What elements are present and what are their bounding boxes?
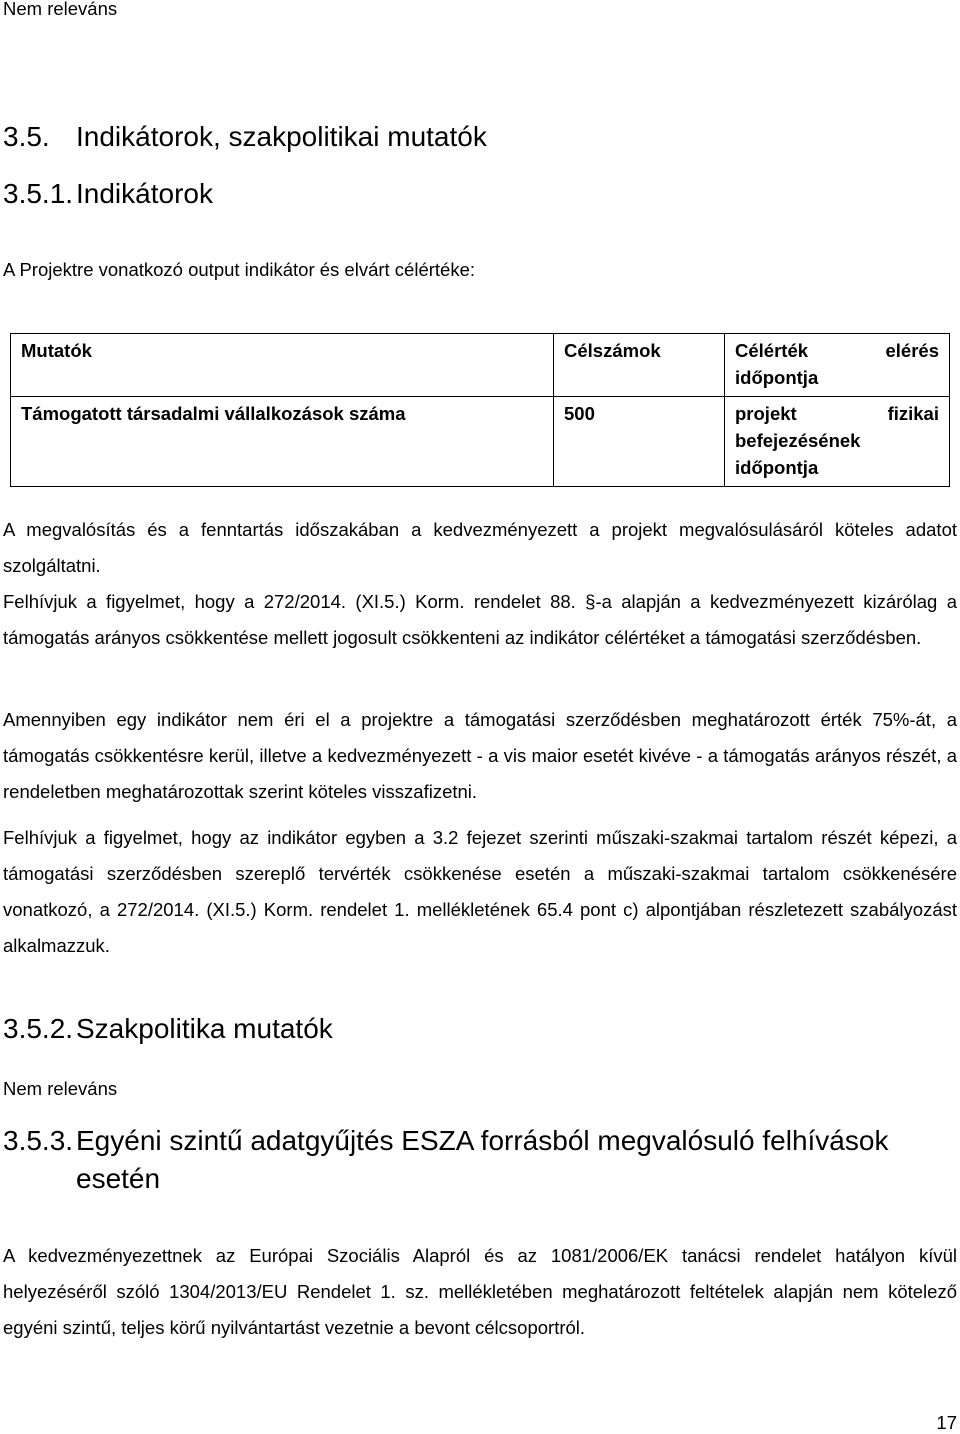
section-title-line2: esetén xyxy=(76,1163,161,1194)
top-note: Nem releváns xyxy=(3,0,118,19)
table-row xyxy=(11,397,950,487)
header-celertek-c: időpontja xyxy=(735,367,819,388)
row-celszam: 500 xyxy=(554,397,725,487)
row-celertek-b: fizikai xyxy=(887,403,939,424)
header-celertek-b: elérés xyxy=(885,340,939,361)
section-3-5-heading xyxy=(3,120,487,154)
section-title: Indikátorok, szakpolitikai mutatók xyxy=(76,121,487,152)
section-3-5-2-note: Nem releváns xyxy=(3,1078,118,1099)
section-3-5-2-heading xyxy=(3,1012,333,1046)
section-title: Szakpolitika mutatók xyxy=(76,1013,333,1044)
row-celertek-d: időpontja xyxy=(735,457,819,478)
intro-text: A Projektre vonatkozó output indikátor és elvárt célértéke: xyxy=(3,259,476,280)
indicator-table xyxy=(10,333,950,487)
header-celertek-a: Célérték xyxy=(735,340,809,361)
row-celertek xyxy=(725,397,950,487)
section-3-5-1-heading xyxy=(3,177,213,211)
row-mutato: Támogatott társadalmi vállalkozások száma xyxy=(11,397,554,487)
section-3-5-3-heading xyxy=(3,1122,888,1198)
section-number: 3.5.1. xyxy=(3,178,74,209)
paragraph-notice-1: Felhívjuk a figyelmet, hogy a 272/2014. (XI.5.) Korm. rendelet 88. §-a alapján a kedvezményezett kizárólag a támogatás arányos csökkentése mellett jogosult csökkenteni az indikátor célértéket a támogatási szerződésben. xyxy=(3,591,957,648)
row-celertek-c: befejezésének xyxy=(735,430,861,451)
paragraph-reporting: A megvalósítás és a fenntartás időszakában a kedvezményezett a projekt megvalósulásáról köteles adatot szolgáltatni. xyxy=(3,519,957,576)
page-number: 17 xyxy=(936,1412,957,1433)
section-number: 3.5.3. xyxy=(3,1125,74,1156)
paragraph-esza: A kedvezményezettnek az Európai Szociális Alapról és az 1081/2006/EK tanácsi rendelet hatályon kívül helyezéséről szóló 1304/2013/EU Rendelet 1. sz. mellékletében meghatározott feltételek alapján nem kötelező egyéni szintű, teljes körű nyilvántartást vezetnie a bevont célcsoportról. xyxy=(3,1245,957,1338)
header-celertek xyxy=(725,334,950,397)
section-number: 3.5.2. xyxy=(3,1013,74,1044)
section-number: 3.5. xyxy=(3,121,50,152)
paragraph-notice-2: Felhívjuk a figyelmet, hogy az indikátor egyben a 3.2 fejezet szerinti műszaki-szakmai tartalom részét képezi, a támogatási szerződésben szereplő tervérték csökkenése esetén a műszaki-szakmai tartalom csökkenésére vonatkozó, a 272/2014. (XI.5.) Korm. rendelet 1. mellékletének 65.4 pont c) alpontjában részletezett szabályozást alkalmazzuk. xyxy=(3,827,957,956)
section-title: Indikátorok xyxy=(76,178,213,209)
row-celertek-a: projekt xyxy=(735,403,797,424)
header-mutatok: Mutatók xyxy=(11,334,554,397)
header-celszamok: Célszámok xyxy=(554,334,725,397)
paragraph-reduction: Amennyiben egy indikátor nem éri el a projektre a támogatási szerződésben meghatározott érték 75%-át, a támogatás csökkentésre kerül, illetve a kedvezményezett - a vis maior esetét kivéve - a támogatás arányos részét, a rendeletben meghatározottak szerint köteles visszafizetni. xyxy=(3,709,957,802)
table-header-row xyxy=(11,334,950,397)
section-title-line1: Egyéni szintű adatgyűjtés ESZA forrásból megvalósuló felhívások xyxy=(76,1125,889,1156)
